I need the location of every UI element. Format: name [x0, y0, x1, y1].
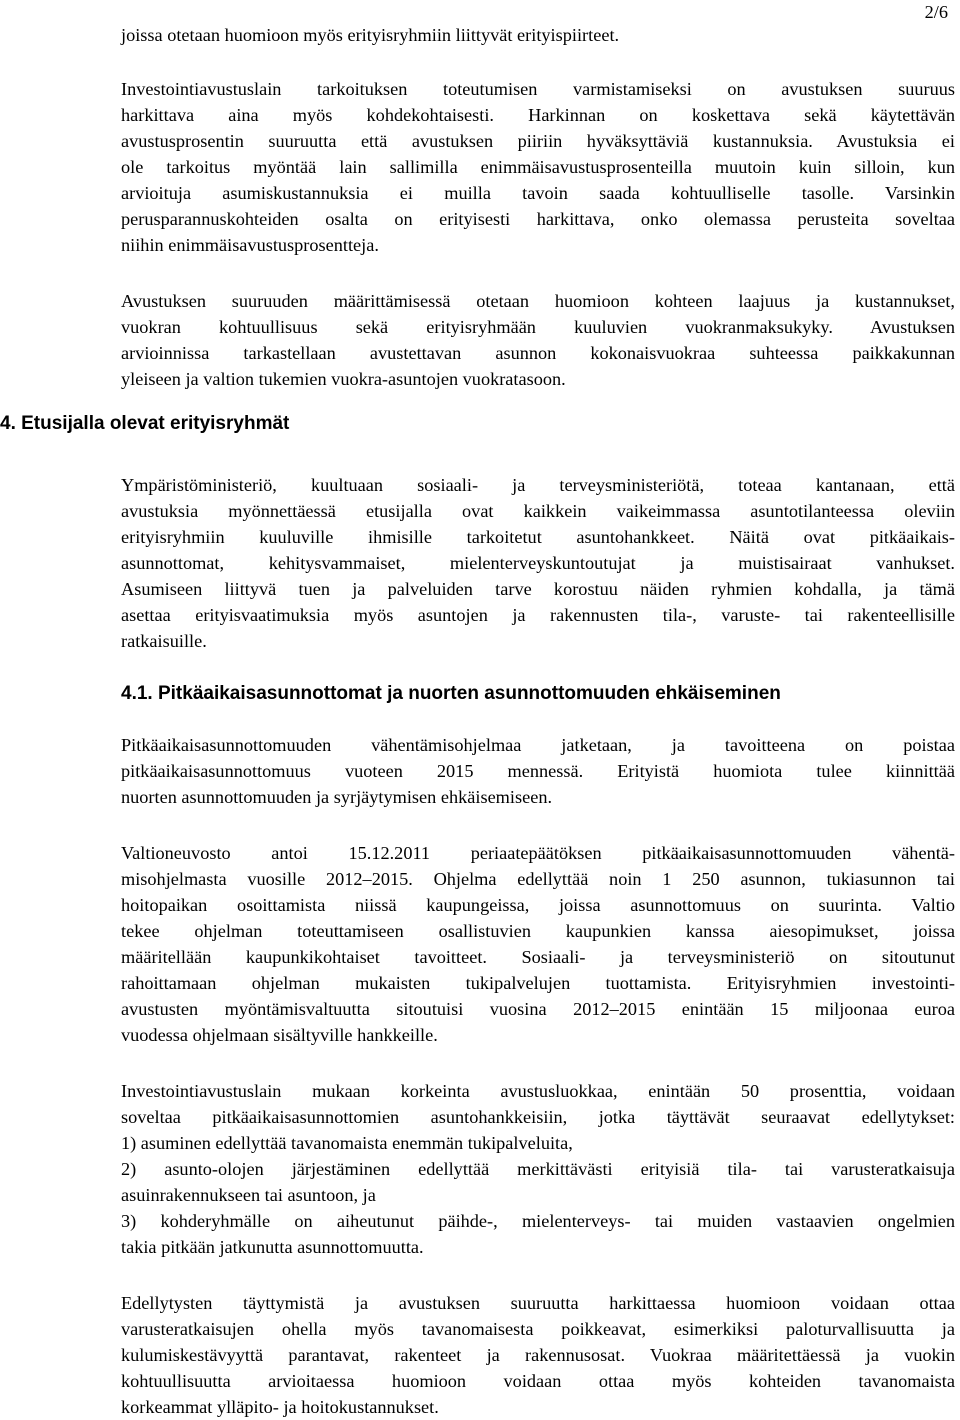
list-item: 1) asuminen edellyttää tavanomaista enemmän tukipalveluita, [121, 1133, 573, 1153]
text-line: misohjelmasta vuosille 2012–2015. Ohjelma edellyttää noin 1 250 asunnon, tukiasunnon tai [121, 869, 955, 889]
text-line: harkittava aina myös kohdekohtaisesti. Harkinnan on koskettava sekä käytettävän [121, 105, 955, 125]
text-line: ratkaisuille. [121, 631, 207, 651]
text-line: nuorten asunnottomuuden ja syrjäytymisen ehkäisemiseen. [121, 787, 553, 807]
paragraph-program-goal [121, 732, 955, 810]
text-line: Edellytysten täyttymistä ja avustuksen suuruutta harkittaessa huomioon voidaan ottaa [121, 1293, 955, 1313]
paragraph-priority-groups [121, 472, 955, 654]
text-line: Pitkäaikaisasunnottomuuden vähentämisohjelmaa jatketaan, ja tavoitteena on poistaa [121, 735, 955, 755]
text-line: asunnottomat, kehitysvammaiset, mielenterveyskuntoutujat ja muistisairaat vanhukset. [121, 553, 955, 573]
paragraph-subsidy-amount [121, 288, 955, 392]
text-line: vuokran kohtuullisuus sekä erityisryhmään kuuluvien vuokranmaksukyky. Avustuksen [121, 317, 955, 337]
text-line: määritellään kaupunkikohtaiset tavoitteet. Sosiaali- ja terveysministeriö on sitoutunut [121, 947, 955, 967]
section-4-1-heading: 4.1. Pitkäaikaisasunnottomat ja nuorten asunnottomuuden ehkäiseminen [121, 683, 781, 704]
text-line: ole tarkoitus myöntää lain sallimilla enimmäisavustusprosenteilla muutoin kuin silloin, kun [121, 157, 955, 177]
intro-line [121, 22, 955, 48]
text-line: Valtioneuvosto antoi 15.12.2011 periaatepäätöksen pitkäaikaisasunnottomuuden vähentä- [121, 843, 955, 863]
text-line: Asumiseen liittyvä tuen ja palveluiden tarve korostuu näiden ryhmien kohdalla, ja tämä [121, 579, 955, 599]
text-line: erityisryhmiin kuuluville ihmisille tarkoitetut asuntohankkeet. Näitä ovat pitkäaikais- [121, 527, 955, 547]
paragraph-conditions [121, 1078, 955, 1260]
paragraph-investment-subsidy [121, 76, 955, 258]
text-line: asuinrakennukseen tai asuntoon, ja [121, 1185, 376, 1205]
text-line: korkeammat ylläpito- ja hoitokustannukset. [121, 1397, 439, 1417]
list-item: 2) asunto-olojen järjestäminen edellyttää merkittävästi erityisiä tila- tai varusteratkaisuja [121, 1159, 955, 1179]
text-line: asettaa erityisvaatimuksia myös asuntojen ja rakennusten tila-, varuste- tai rakenteellisille [121, 605, 955, 625]
text-line: Investointiavustuslain mukaan korkeinta avustusluokkaa, enintään 50 prosenttia, voidaan [121, 1081, 955, 1101]
text-line: kohtuullisuutta arvioitaessa huomioon voidaan ottaa myös kohteiden tavanomaista [121, 1371, 955, 1391]
text-line: perusparannuskohteiden osalta on erityisesti harkittava, onko olemassa perusteita soveltaa [121, 209, 955, 229]
text-line: kulumiskestävyyttä parantavat, rakenteet ja rakennusosat. Vuokraa määritettäessä ja vuokin [121, 1345, 955, 1365]
paragraph-government-decision [121, 840, 955, 1048]
text-line: pitkäaikaisasunnottomuus vuoteen 2015 mennessä. Erityistä huomiota tulee kiinnittää [121, 761, 955, 781]
text-line: takia pitkään jatkunutta asunnottomuutta. [121, 1237, 424, 1257]
section-4-heading: 4. Etusijalla olevat erityisryhmät [0, 413, 290, 434]
text-line: Investointiavustuslain tarkoituksen toteutumisen varmistamiseksi on avustuksen suuruus [121, 79, 955, 99]
text-line: niihin enimmäisavustusprosentteja. [121, 235, 379, 255]
text-line: avustusprosentin suuruutta että avustuksen piiriin hyväksyttäviä kustannuksia. Avustuksia ei [121, 131, 955, 151]
document-body [121, 22, 955, 1420]
text-line: Ympäristöministeriö, kuultuaan sosiaali- ja terveysministeriötä, toteaa kantanaan, että [121, 475, 955, 495]
text-line: yleiseen ja valtion tukemien vuokra-asuntojen vuokratasoon. [121, 369, 566, 389]
text-line: avustuksia myönnettäessä etusijalla ovat kaikkein vaikeimmassa asuntotilanteessa oleviin [121, 501, 955, 521]
text-line: joissa otetaan huomioon myös erityisryhmiin liittyvät erityispiirteet. [121, 25, 620, 45]
text-line: rahoittamaan ohjelman mukaisten tukipalvelujen tuottamista. Erityisryhmien investointi- [121, 973, 955, 993]
text-line: vuodessa ohjelmaan sisältyville hankkeille. [121, 1025, 438, 1045]
list-item: 3) kohderyhmälle on aiheutunut päihde-, mielenterveys- tai muiden vastaavien ongelmien [121, 1211, 955, 1231]
text-line: arvioituja asumiskustannuksia ei muilla tavoin saada kohtuulliselle tasolle. Varsinkin [121, 183, 955, 203]
text-line: varusteratkaisujen ohella myös tavanomaisesta poikkeavat, esimerkiksi paloturvallisuutta ja [121, 1319, 955, 1339]
text-line: tekee ohjelman toteuttamiseen osallistuvien kaupunkien kanssa aiesopimukset, joissa [121, 921, 955, 941]
page-number: 2/6 [924, 2, 948, 22]
text-line: hoitopaikan osoittamista niissä kaupungeissa, joissa asunnottomuus on suurinta. Valtio [121, 895, 955, 915]
text-line: soveltaa pitkäaikaisasunnottomien asuntohankkeisiin, jotka täyttävät seuraavat edellytykset: [121, 1107, 955, 1127]
paragraph-assessment [121, 1290, 955, 1420]
text-line: arvioinnissa tarkastellaan avustettavan asunnon kokonaisvuokraa suhteessa paikkakunnan [121, 343, 955, 363]
text-line: avustusten myöntämisvaltuutta sitoutuisi vuosina 2012–2015 enintään 15 miljoonaa euroa [121, 999, 955, 1019]
text-line: Avustuksen suuruuden määrittämisessä otetaan huomioon kohteen laajuus ja kustannukset, [121, 291, 955, 311]
